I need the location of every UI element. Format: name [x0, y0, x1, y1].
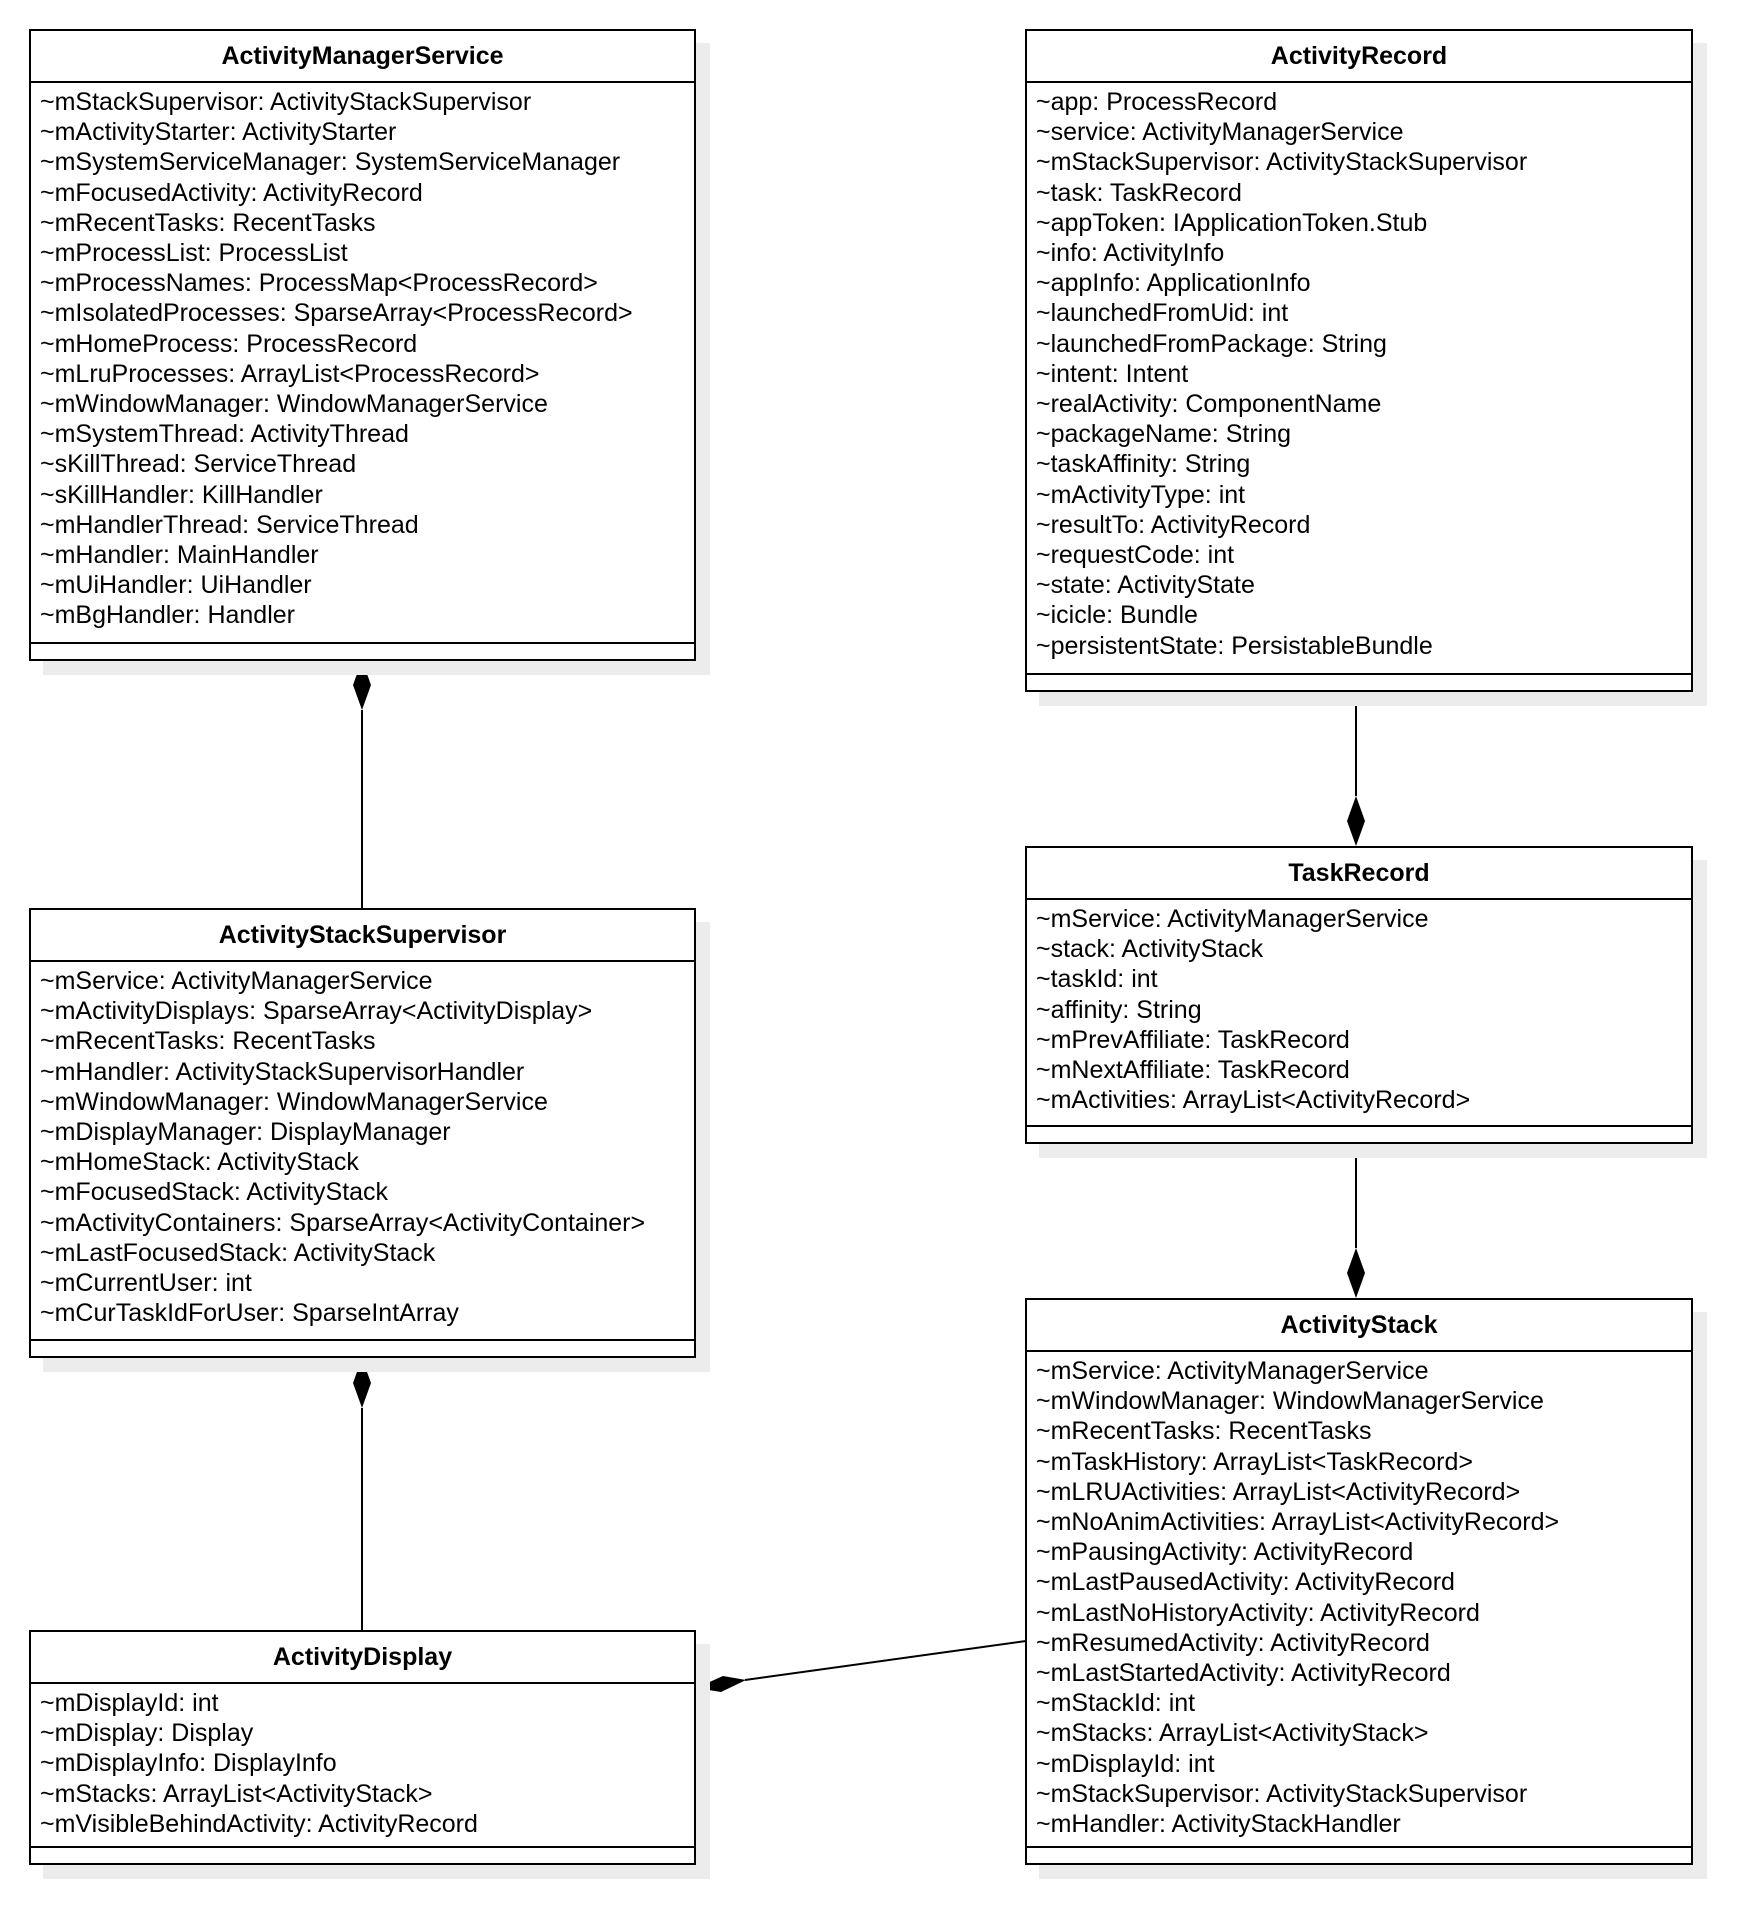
operations-compartment [31, 642, 694, 659]
attribute-list [31, 962, 694, 1334]
class-activity-stack[interactable] [1025, 1298, 1693, 1865]
attribute: ~packageName: String [1036, 420, 1292, 449]
attribute: ~stack: ActivityStack [1036, 935, 1264, 964]
attribute: ~mActivities: ArrayList<ActivityRecord> [1036, 1086, 1471, 1115]
attribute: ~mPausingActivity: ActivityRecord [1036, 1538, 1414, 1567]
composition-diamond-stack [1347, 1248, 1365, 1298]
class-name: ActivityDisplay [31, 1632, 694, 1684]
attribute: ~mDisplay: Display [40, 1719, 254, 1748]
attribute: ~service: ActivityManagerService [1036, 118, 1404, 147]
attribute: ~mStackSupervisor: ActivityStackSupervisor [40, 88, 532, 116]
composition-line-display-stack [745, 1641, 1026, 1680]
attribute: ~mNextAffiliate: TaskRecord [1036, 1056, 1350, 1085]
attribute-list [31, 83, 694, 637]
attribute: ~mLastNoHistoryActivity: ActivityRecord [1036, 1598, 1480, 1627]
attribute: ~mSystemServiceManager: SystemServiceManager [40, 148, 621, 177]
attribute: ~mLRUActivities: ArrayList<ActivityRecord> [1036, 1477, 1521, 1506]
attribute: ~mStackSupervisor: ActivityStackSupervisor [1036, 148, 1528, 177]
attribute: ~mDisplayManager: DisplayManager [40, 1118, 451, 1147]
attribute: ~task: TaskRecord [1036, 178, 1242, 207]
attribute: ~mService: ActivityManagerService [1036, 1357, 1429, 1385]
operations-compartment [31, 1339, 694, 1356]
attribute: ~mLastFocusedStack: ActivityStack [40, 1238, 436, 1267]
class-activity-display[interactable] [29, 1630, 696, 1865]
attribute: ~mActivityStarter: ActivityStarter [40, 118, 397, 147]
attribute: ~launchedFromPackage: String [1036, 329, 1387, 358]
attribute: ~mHandlerThread: ServiceThread [40, 510, 419, 539]
attribute: ~mHomeProcess: ProcessRecord [40, 329, 418, 358]
attribute: ~affinity: String [1036, 995, 1202, 1024]
operations-compartment [31, 1846, 694, 1863]
attribute: ~realActivity: ComponentName [1036, 390, 1382, 419]
class-activity-stack-supervisor[interactable] [29, 908, 696, 1358]
attribute: ~mHandler: ActivityStackHandler [1036, 1810, 1401, 1839]
class-task-record[interactable] [1025, 846, 1693, 1144]
attribute-list [1027, 900, 1691, 1121]
attribute: ~info: ActivityInfo [1036, 239, 1225, 268]
attribute: ~mActivityContainers: SparseArray<ActivityContainer> [40, 1208, 646, 1237]
class-activity-manager-service[interactable] [29, 29, 696, 661]
class-name: ActivityStackSupervisor [31, 910, 694, 962]
attribute: ~mHandler: MainHandler [40, 541, 319, 570]
attribute-list [1027, 1352, 1691, 1845]
attribute: ~mService: ActivityManagerService [1036, 905, 1429, 933]
attribute-list [1027, 83, 1691, 667]
attribute: ~mStackId: int [1036, 1689, 1196, 1718]
attribute: ~launchedFromUid: int [1036, 299, 1289, 328]
attribute: ~mHomeStack: ActivityStack [40, 1148, 359, 1177]
operations-compartment [1027, 673, 1691, 690]
attribute: ~mStacks: ArrayList<ActivityStack> [40, 1779, 433, 1808]
attribute: ~mRecentTasks: RecentTasks [40, 1027, 376, 1056]
attribute: ~mRecentTasks: RecentTasks [1036, 1417, 1372, 1446]
attribute: ~mLastPausedActivity: ActivityRecord [1036, 1568, 1455, 1597]
class-activity-record[interactable] [1025, 29, 1693, 692]
attribute: ~mProcessList: ProcessList [40, 239, 348, 268]
attribute: ~taskAffinity: String [1036, 450, 1251, 479]
attribute: ~mStacks: ArrayList<ActivityStack> [1036, 1719, 1429, 1748]
class-name: ActivityManagerService [31, 31, 694, 83]
attribute: ~mCurTaskIdForUser: SparseIntArray [40, 1299, 459, 1328]
composition-diamond-ass [353, 1358, 371, 1408]
class-name: ActivityRecord [1027, 31, 1691, 83]
composition-diamond-task [1347, 796, 1365, 846]
attribute: ~mPrevAffiliate: TaskRecord [1036, 1025, 1350, 1054]
attribute: ~mLastStartedActivity: ActivityRecord [1036, 1659, 1451, 1688]
attribute: ~mBgHandler: Handler [40, 601, 295, 630]
attribute: ~appInfo: ApplicationInfo [1036, 269, 1311, 298]
attribute: ~mSystemThread: ActivityThread [40, 420, 409, 449]
attribute: ~mDisplayId: int [1036, 1749, 1215, 1778]
attribute: ~mIsolatedProcesses: SparseArray<ProcessRecord> [40, 299, 633, 328]
attribute: ~mFocusedActivity: ActivityRecord [40, 178, 423, 207]
operations-compartment [1027, 1846, 1691, 1863]
operations-compartment [1027, 1125, 1691, 1142]
attribute: ~persistentState: PersistableBundle [1036, 631, 1433, 660]
attribute: ~requestCode: int [1036, 541, 1235, 570]
attribute: ~taskId: int [1036, 965, 1158, 994]
attribute: ~mResumedActivity: ActivityRecord [1036, 1628, 1430, 1657]
composition-diamond-display [696, 1676, 746, 1692]
attribute: ~mFocusedStack: ActivityStack [40, 1178, 389, 1207]
attribute: ~mNoAnimActivities: ArrayList<ActivityRecord> [1036, 1508, 1560, 1537]
attribute: ~mHandler: ActivityStackSupervisorHandler [40, 1057, 525, 1086]
attribute: ~mService: ActivityManagerService [40, 967, 433, 995]
attribute: ~app: ProcessRecord [1036, 88, 1278, 116]
attribute: ~mDisplayId: int [40, 1689, 219, 1717]
attribute: ~icicle: Bundle [1036, 601, 1198, 630]
attribute: ~mTaskHistory: ArrayList<TaskRecord> [1036, 1447, 1473, 1476]
composition-diamond-ams [353, 660, 371, 710]
attribute: ~appToken: IApplicationToken.Stub [1036, 208, 1428, 237]
attribute: ~mWindowManager: WindowManagerService [40, 390, 548, 419]
attribute: ~mActivityDisplays: SparseArray<ActivityDisplay> [40, 997, 593, 1026]
attribute: ~mWindowManager: WindowManagerService [1036, 1387, 1544, 1416]
attribute: ~mCurrentUser: int [40, 1269, 252, 1298]
attribute: ~intent: Intent [1036, 359, 1189, 388]
attribute-list [31, 1684, 694, 1845]
attribute: ~state: ActivityState [1036, 571, 1255, 600]
attribute: ~mVisibleBehindActivity: ActivityRecord [40, 1809, 478, 1838]
attribute: ~mRecentTasks: RecentTasks [40, 208, 376, 237]
attribute: ~mActivityType: int [1036, 480, 1246, 509]
attribute: ~mUiHandler: UiHandler [40, 571, 312, 600]
attribute: ~sKillHandler: KillHandler [40, 480, 323, 509]
class-name: ActivityStack [1027, 1300, 1691, 1352]
attribute: ~resultTo: ActivityRecord [1036, 510, 1311, 539]
attribute: ~mDisplayInfo: DisplayInfo [40, 1749, 337, 1778]
attribute: ~mLruProcesses: ArrayList<ProcessRecord> [40, 359, 540, 388]
class-name: TaskRecord [1027, 848, 1691, 900]
attribute: ~mProcessNames: ProcessMap<ProcessRecord> [40, 269, 598, 298]
attribute: ~mWindowManager: WindowManagerService [40, 1087, 548, 1116]
attribute: ~mStackSupervisor: ActivityStackSupervisor [1036, 1779, 1528, 1808]
attribute: ~sKillThread: ServiceThread [40, 450, 357, 479]
